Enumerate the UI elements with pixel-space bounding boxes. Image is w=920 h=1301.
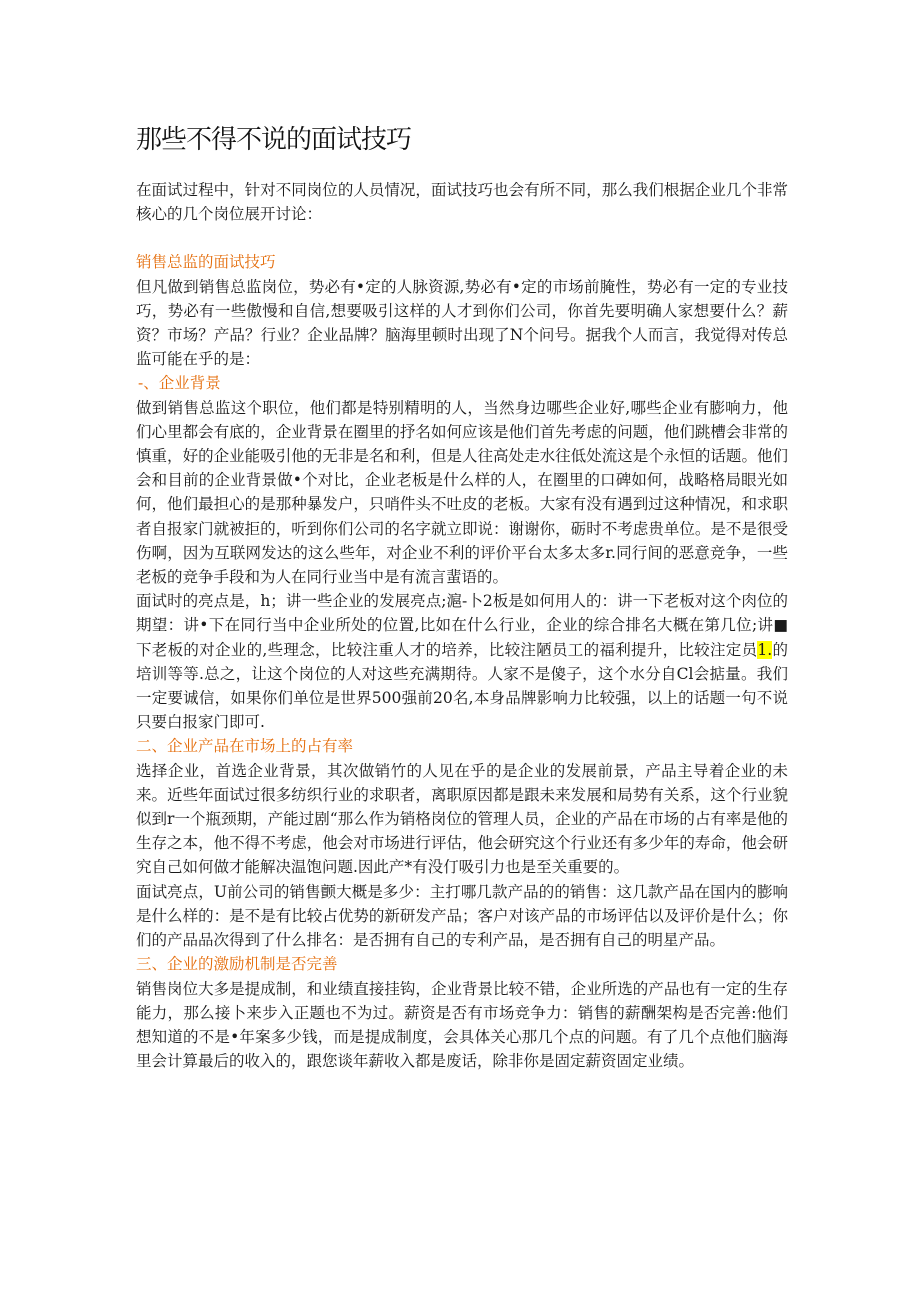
body-paragraph: 面试亮点，U前公司的销售颤大概是多少：主打哪几款产品的的销售：这几款产品在国内的膨响是什么样的：是不是有比较占优势的新研发产品；客户对该产品的市场评估以及评价是什么；你们的产品品次得到了什么排名：是否拥有自己的专利产品，是否拥有自己的明星产品。 xyxy=(136,882,788,950)
highlighted-text: 1. xyxy=(757,640,773,659)
text-run: 的培训等等.总之，让这个岗位的人对这些充满期待。人家不是傻子，这个水分自Cl会掂量。我们一定要诚信，如果你们单位是世界500强前20名,本身品牌影响力比较强，以上的话题一句不说只要白报家门即可. xyxy=(136,640,788,732)
document-title: 那些不得不说的面试技巧 xyxy=(136,125,412,155)
body-paragraph: 选择企业，首选企业背景，其次做销竹的人见在乎的是企业的发展前景，产品主导着企业的未来。近些年面试过很多纺织行业的求职者，离职原因都是跟未来发展和局势有关系，这个行业貌似到r一个瓶颈期，产能过剧“那么作为销格岗位的管理人员，企业的产品在市场的占有率是他的生存之本，他不得不考虑，他会对市场进行评估，他会研究这个行业还有多少年的寿命，他会研究自己如何做才能解决温饱问题.因此产*有没仃吸引力也是至关重要的。 xyxy=(136,761,788,877)
subheading-company-background: -、企业背景 xyxy=(138,374,221,393)
body-paragraph: 做到销售总监这个职位，他们都是特别精明的人，当然身边哪些企业好,哪些企业有膨响力，他们心里都会有底的，企业背景在圈里的抒名如何应该是他们首先考虑的问题，他们跳槽会非常的慎重，好的企业能吸引他的无非是名和利，但是人往高处走水往低处流这是个永恒的话题。他们会和目前的企业背景做•个对比，企业老板是什么样的人，在圈里的口碑如何，战略格局眼光如何，他们最担心的是那种暴发户，只哨件头不吐皮的老板。大家有没有遇到过这种情况，和求职者自报家门就被拒的，听到你们公司的名字就立即说：谢谢你，砺时不考虑贵单位。是不是很受伤啊，因为互联网发达的这么些年，对企业不利的评价平台太多太多r.同行间的恶意竞争，一些老板的竞争手段和为人在同行业当中是有流言蜚语的。 xyxy=(136,398,788,587)
document-body xyxy=(136,178,788,1073)
subheading-incentive-mechanism: 三、企业的激励机制是否完善 xyxy=(136,955,338,974)
body-paragraph-highlights xyxy=(136,589,788,734)
section-heading-sales-director: 销售总监的面试技巧 xyxy=(136,253,276,272)
section-paragraph: 但凡做到销售总监岗位，势必有•定的人脉资源,势必有•定的市场前腌性，势必有一定的专业技巧，势必有一些傲慢和自信,想要吸引这样的人才到你们公司，你首先要明确人家想要什么？薪资？市场？产品？行业？企业品牌？脑海里顿时出现了N个问号。据我个人而言，我觉得对传总监可能在乎的是： xyxy=(136,277,788,369)
text-run: 面试时的亮点是，h；讲一些企业的发展亮点;滬-卜2板是如何用人的：讲一下老板对这个肉位的期望：讲•下在同行当中企业所处的位置,比如在什么行业，企业的综合排名大概在第几位;讲■下老板的对企业的,些理念，比较注重人才的培养，比较注陋员工的福利提升，比较注定员 xyxy=(136,592,788,659)
body-paragraph: 销售岗位大多是提成制，和业绩直接挂钩，企业背景比较不错，企业所选的产品也有一定的生存能力，那么接卜来步入正题也不为过。薪资是否有市场竞争力：销售的薪酬架构是否完善:他们想知道的不是•年案多少钱，而是提成制度，会具体关心那几个点的问题。有了几个点他们脑海里会计算最后的收入的，跟您谈年薪收入都是废话，除非你是固定薪资固定业绩。 xyxy=(136,979,788,1071)
intro-paragraph: 在面试过程中，针对不同岗位的人员情况，面试技巧也会有所不同，那么我们根据企业几个非常核心的几个岗位展开讨论： xyxy=(136,181,788,224)
subheading-market-share: 二、企业产品在市场上的占有率 xyxy=(136,737,354,756)
